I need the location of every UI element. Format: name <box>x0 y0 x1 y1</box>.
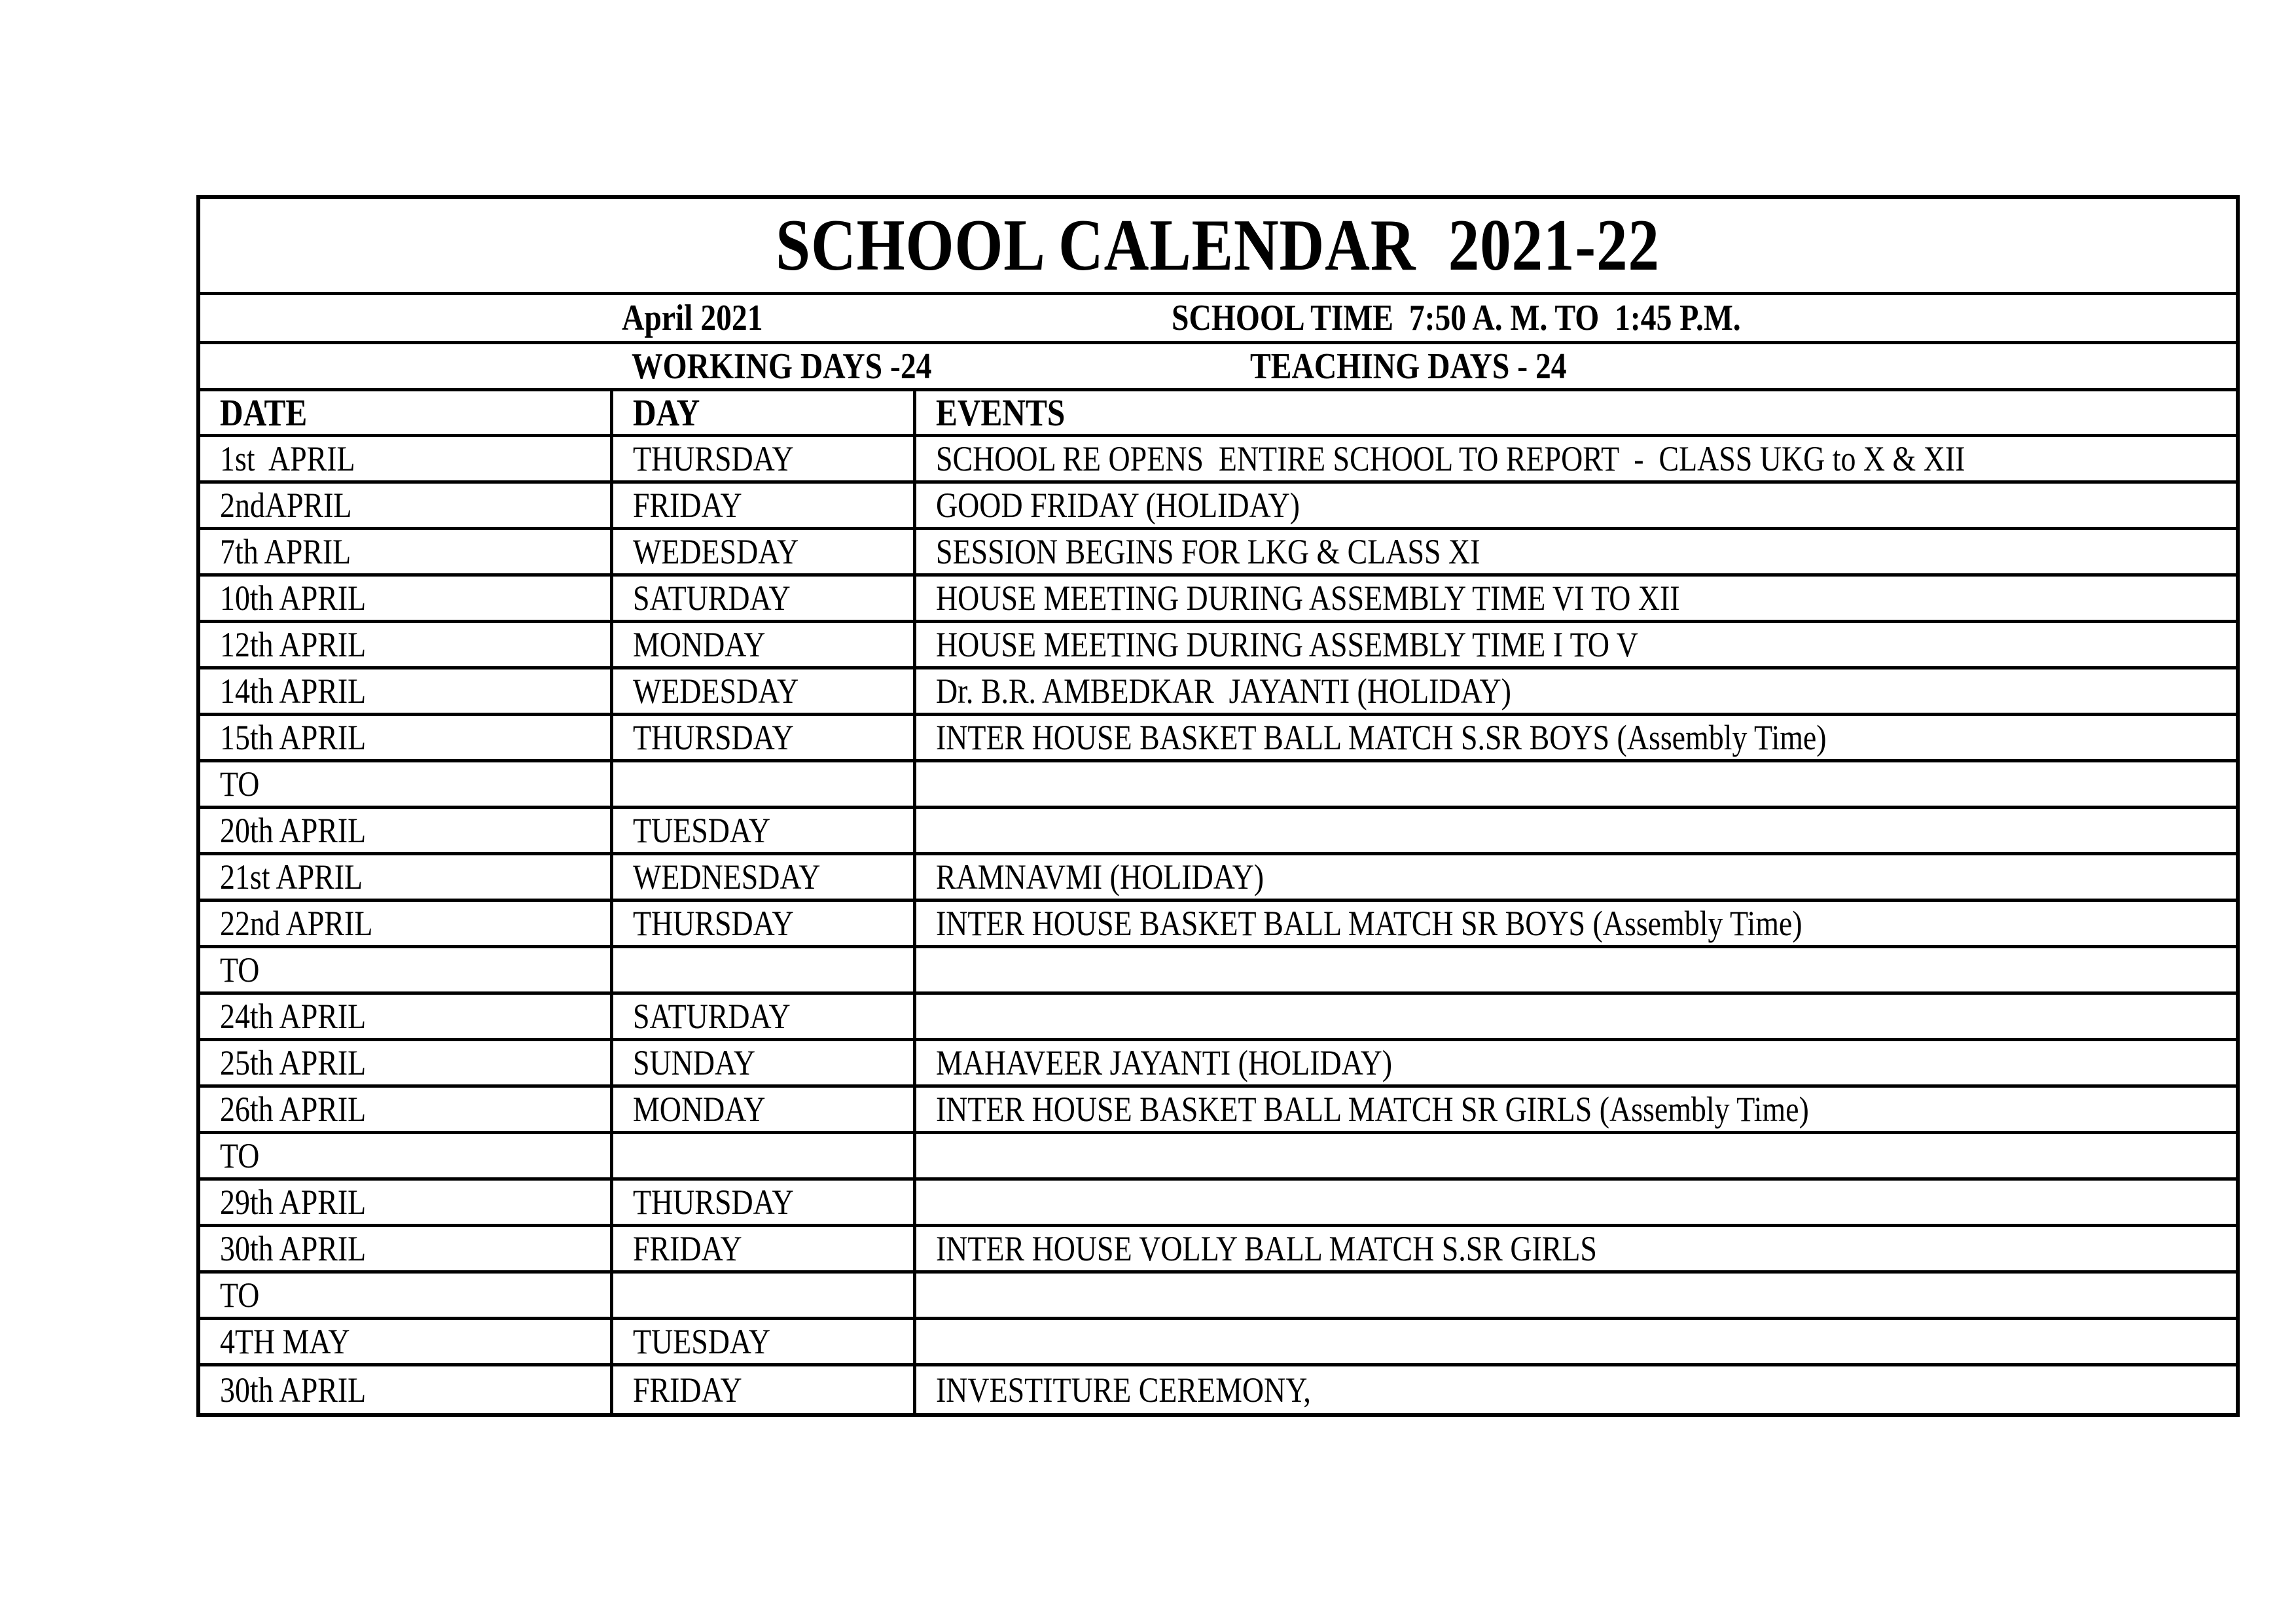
date-text: 22nd APRIL <box>220 904 373 943</box>
date-text: 12th APRIL <box>220 625 367 664</box>
working-days-label: WORKING DAYS -24 <box>632 346 932 387</box>
cell-event <box>916 995 2236 1038</box>
table-header-row <box>200 391 2236 437</box>
table-row <box>200 437 2236 484</box>
day-text: TUESDAY <box>633 811 770 850</box>
cell-event <box>916 577 2236 620</box>
date-text: 26th APRIL <box>220 1090 367 1129</box>
event-text: GOOD FRIDAY (HOLIDAY) <box>936 486 1300 525</box>
cell-event <box>916 484 2236 527</box>
cell-event <box>916 1227 2236 1270</box>
cell-day <box>613 623 916 666</box>
event-text: INTER HOUSE VOLLY BALL MATCH S.SR GIRLS <box>936 1229 1597 1268</box>
cell-day <box>613 1320 916 1363</box>
date-text: 1st APRIL <box>220 439 355 478</box>
date-text: 25th APRIL <box>220 1043 367 1082</box>
cell-date <box>200 1041 613 1084</box>
cell-event <box>916 623 2236 666</box>
table-row <box>200 809 2236 855</box>
cell-date <box>200 577 613 620</box>
cell-date <box>200 1134 613 1177</box>
table-row <box>200 762 2236 809</box>
teaching-days-label: TEACHING DAYS - 24 <box>1250 346 1567 387</box>
date-text: 20th APRIL <box>220 811 367 850</box>
table-row <box>200 1366 2236 1413</box>
day-text: THURSDAY <box>633 904 794 943</box>
date-text: TO <box>220 764 260 804</box>
cell-event <box>916 669 2236 713</box>
cell-date <box>200 809 613 852</box>
table-row <box>200 855 2236 902</box>
table-row <box>200 1320 2236 1366</box>
day-text: SATURDAY <box>633 997 791 1036</box>
table-row <box>200 1227 2236 1274</box>
cell-date <box>200 762 613 806</box>
cell-date <box>200 437 613 480</box>
cell-day <box>613 484 916 527</box>
event-text: SESSION BEGINS FOR LKG & CLASS XI <box>936 532 1480 571</box>
table-row <box>200 1134 2236 1181</box>
header-cell-date <box>200 391 613 434</box>
cell-day <box>613 948 916 991</box>
cell-day <box>613 995 916 1038</box>
cell-date <box>200 1366 613 1413</box>
cell-date <box>200 1088 613 1131</box>
date-text: 30th APRIL <box>220 1229 367 1268</box>
header-cell-events <box>916 391 2236 434</box>
day-text: FRIDAY <box>633 486 742 525</box>
date-text: 30th APRIL <box>220 1370 367 1410</box>
table-row <box>200 669 2236 716</box>
cell-day <box>613 1041 916 1084</box>
table-row <box>200 623 2236 669</box>
event-text: HOUSE MEETING DURING ASSEMBLY TIME VI TO XII <box>936 579 1680 618</box>
date-text: TO <box>220 950 260 990</box>
cell-event <box>916 1366 2236 1413</box>
date-text: 21st APRIL <box>220 857 363 897</box>
event-text: SCHOOL RE OPENS ENTIRE SCHOOL TO REPORT - CLASS UKG to X & XII <box>936 439 1965 478</box>
cell-event <box>916 437 2236 480</box>
date-text: 15th APRIL <box>220 718 367 757</box>
cell-day <box>613 902 916 945</box>
cell-day <box>613 577 916 620</box>
event-text: MAHAVEER JAYANTI (HOLIDAY) <box>936 1043 1393 1082</box>
table-row <box>200 1181 2236 1227</box>
date-text: 10th APRIL <box>220 579 367 618</box>
date-text: 2ndAPRIL <box>220 486 352 525</box>
cell-event <box>916 1134 2236 1177</box>
school-time-label: SCHOOL TIME 7:50 A. M. TO 1:45 P.M. <box>1172 298 1741 338</box>
day-text: THURSDAY <box>633 1183 794 1222</box>
table-row <box>200 995 2236 1041</box>
cell-event <box>916 855 2236 899</box>
event-text: HOUSE MEETING DURING ASSEMBLY TIME I TO V <box>936 625 1638 664</box>
header-cell-day <box>613 391 916 434</box>
day-text: SATURDAY <box>633 579 791 618</box>
cell-event <box>916 809 2236 852</box>
month-label: April 2021 <box>622 298 763 338</box>
cell-day <box>613 1366 916 1413</box>
day-text: FRIDAY <box>633 1229 742 1268</box>
event-text: Dr. B.R. AMBEDKAR JAYANTI (HOLIDAY) <box>936 671 1511 711</box>
header-events-text: EVENTS <box>936 391 1066 434</box>
cell-day <box>613 1088 916 1131</box>
table-row <box>200 577 2236 623</box>
event-text: INTER HOUSE BASKET BALL MATCH SR GIRLS (Assembly Time) <box>936 1090 1809 1129</box>
table-row <box>200 1274 2236 1320</box>
date-text: 4TH MAY <box>220 1322 350 1361</box>
calendar-title-row <box>200 199 2236 295</box>
table-row <box>200 1041 2236 1088</box>
cell-day <box>613 1134 916 1177</box>
cell-date <box>200 716 613 759</box>
cell-date <box>200 995 613 1038</box>
date-text: 14th APRIL <box>220 671 367 711</box>
cell-event <box>916 1088 2236 1131</box>
table-row <box>200 716 2236 762</box>
day-text: FRIDAY <box>633 1370 742 1410</box>
cell-day <box>613 855 916 899</box>
working-teaching-days-row <box>200 344 2236 391</box>
cell-date <box>200 1227 613 1270</box>
table-row <box>200 902 2236 948</box>
header-day-text: DAY <box>633 391 700 434</box>
cell-date <box>200 902 613 945</box>
month-and-time-row <box>200 295 2236 344</box>
cell-event <box>916 1320 2236 1363</box>
table-row <box>200 948 2236 995</box>
cell-date <box>200 623 613 666</box>
school-calendar-table <box>196 195 2240 1417</box>
cell-day <box>613 716 916 759</box>
day-text: WEDNESDAY <box>633 857 821 897</box>
cell-event <box>916 530 2236 573</box>
cell-event <box>916 1181 2236 1224</box>
table-row <box>200 1088 2236 1134</box>
table-row <box>200 484 2236 530</box>
cell-date <box>200 1320 613 1363</box>
cell-event <box>916 948 2236 991</box>
calendar-title: SCHOOL CALENDAR 2021-22 <box>776 204 1660 286</box>
cell-date <box>200 1181 613 1224</box>
cell-event <box>916 902 2236 945</box>
table-row <box>200 530 2236 577</box>
day-text: THURSDAY <box>633 439 794 478</box>
date-text: 24th APRIL <box>220 997 367 1036</box>
event-text: INTER HOUSE BASKET BALL MATCH S.SR BOYS (Assembly Time) <box>936 718 1827 757</box>
cell-day <box>613 809 916 852</box>
day-text: MONDAY <box>633 1090 766 1129</box>
event-text: INVESTITURE CEREMONY, <box>936 1370 1311 1410</box>
cell-date <box>200 530 613 573</box>
cell-day <box>613 669 916 713</box>
date-text: TO <box>220 1136 260 1175</box>
date-text: 29th APRIL <box>220 1183 367 1222</box>
cell-date <box>200 948 613 991</box>
cell-day <box>613 437 916 480</box>
day-text: SUNDAY <box>633 1043 756 1082</box>
date-text: TO <box>220 1275 260 1315</box>
cell-date <box>200 669 613 713</box>
cell-event <box>916 716 2236 759</box>
cell-event <box>916 1041 2236 1084</box>
date-text: 7th APRIL <box>220 532 351 571</box>
event-text: INTER HOUSE BASKET BALL MATCH SR BOYS (Assembly Time) <box>936 904 1803 943</box>
day-text: TUESDAY <box>633 1322 770 1361</box>
cell-date <box>200 855 613 899</box>
cell-day <box>613 1227 916 1270</box>
day-text: THURSDAY <box>633 718 794 757</box>
header-date-text: DATE <box>220 391 308 434</box>
cell-date <box>200 1274 613 1317</box>
cell-day <box>613 1274 916 1317</box>
event-text: RAMNAVMI (HOLIDAY) <box>936 857 1265 897</box>
cell-event <box>916 1274 2236 1317</box>
cell-date <box>200 484 613 527</box>
cell-event <box>916 762 2236 806</box>
day-text: MONDAY <box>633 625 766 664</box>
table-body <box>200 437 2236 1413</box>
cell-day <box>613 1181 916 1224</box>
cell-day <box>613 762 916 806</box>
day-text: WEDESDAY <box>633 671 799 711</box>
cell-day <box>613 530 916 573</box>
day-text: WEDESDAY <box>633 532 799 571</box>
